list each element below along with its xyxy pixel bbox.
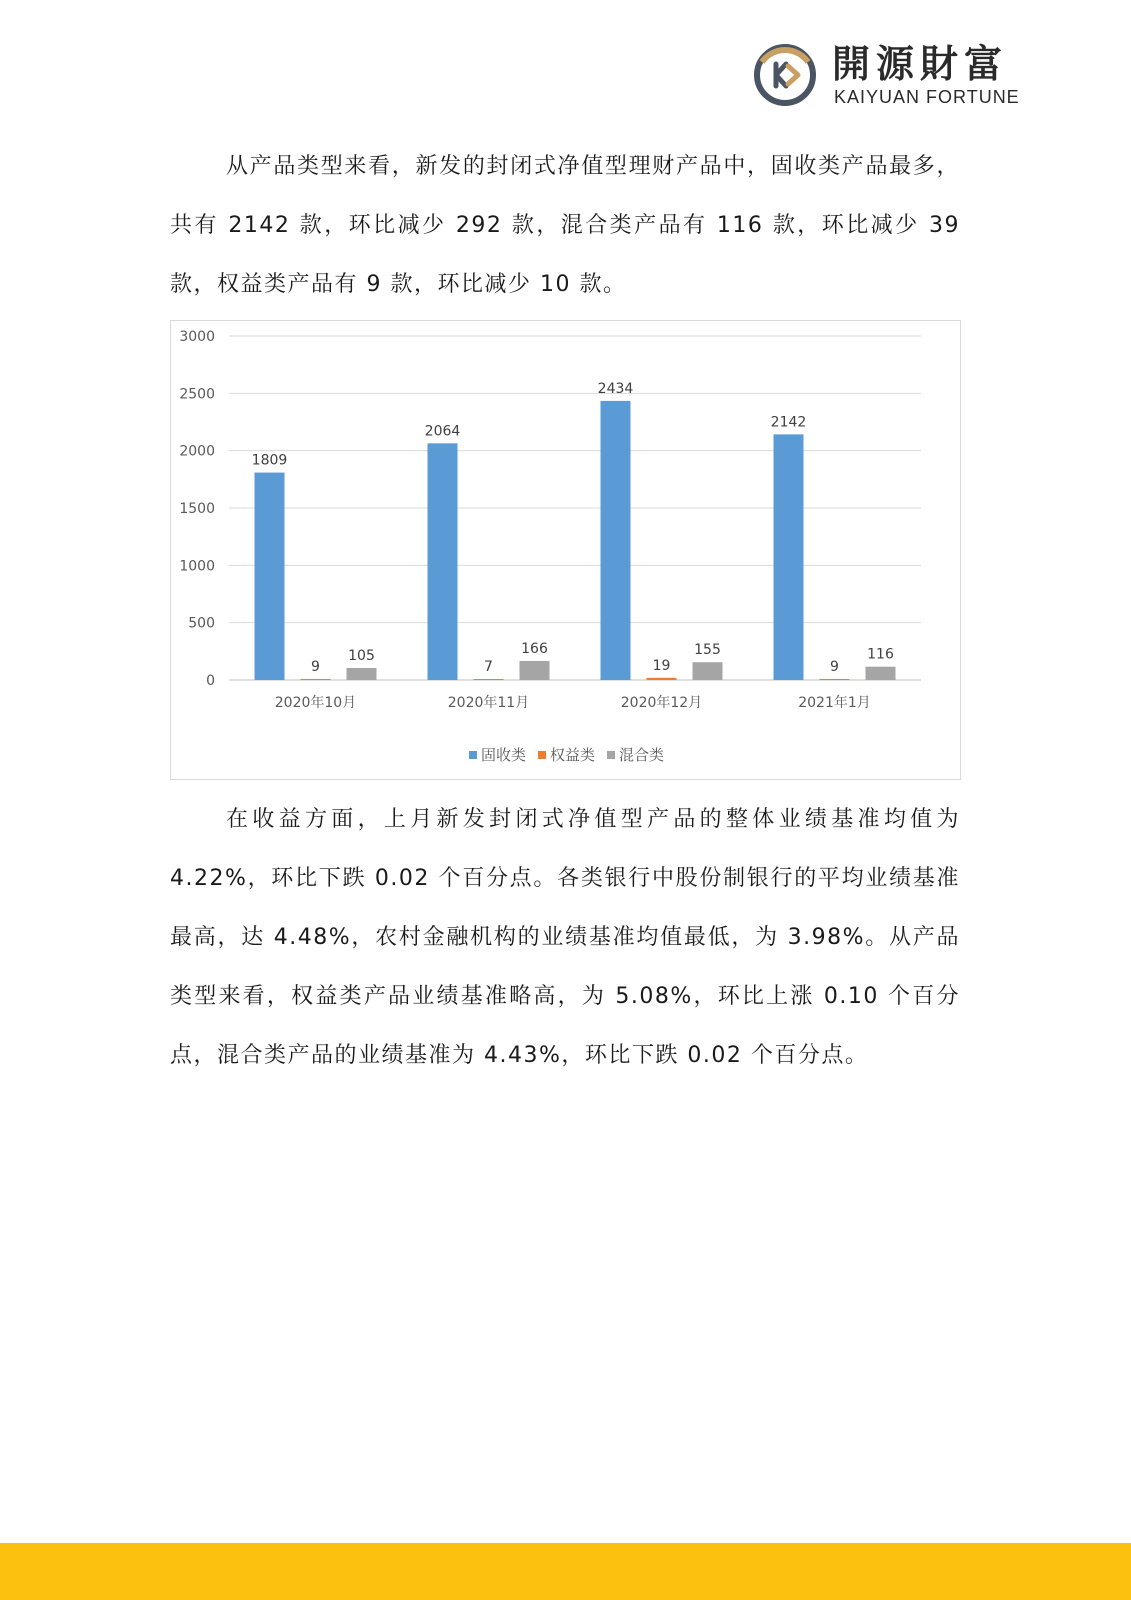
bar-chart xyxy=(170,320,961,780)
data-label: 166 xyxy=(521,640,548,657)
bar-chart-svg xyxy=(171,321,962,781)
bar-0 xyxy=(255,473,285,680)
footer-band xyxy=(0,1543,1131,1600)
legend-item xyxy=(538,744,595,765)
paragraph-product-types: 从产品类型来看，新发的封闭式净值型理财产品中，固收类产品最多，共有 2142 款，环比减少 292 款，混合类产品有 116 款，环比减少 39 款，权益类产品有 9 款，环比减少 10 款。 xyxy=(170,154,960,297)
data-label: 2434 xyxy=(597,380,634,397)
bar-2 xyxy=(347,668,377,680)
y-tick-label: 2000 xyxy=(179,443,215,460)
data-label: 116 xyxy=(867,646,894,663)
x-tick-label: 2020年11月 xyxy=(447,695,530,711)
bar-0 xyxy=(428,443,458,680)
bar-2 xyxy=(693,662,723,680)
y-tick-label: 3000 xyxy=(179,329,215,345)
bar-1 xyxy=(474,679,504,680)
data-label: 105 xyxy=(348,647,375,664)
legend-swatch xyxy=(469,751,477,759)
bar-1 xyxy=(301,679,331,680)
kaiyuan-logo-icon xyxy=(752,42,818,108)
data-label: 2064 xyxy=(424,423,461,440)
bar-2 xyxy=(520,661,550,680)
paragraph-returns: 在收益方面，上月新发封闭式净值型产品的整体业绩基准均值为 4.22%，环比下跌 0.02 个百分点。各类银行中股份制银行的平均业绩基准最高，达 4.48%，农村金融机构的业绩基准均值最低，为 3.98%。从产品类型来看，权益类产品业绩基准略高，为 5.08%，环比上涨 0.10 个百分点，混合类产品的业绩基准为 4.43%，环比下跌 0.02 个百分点。 xyxy=(170,807,960,1068)
legend-item xyxy=(469,744,526,765)
data-label: 1809 xyxy=(251,452,288,469)
y-tick-label: 1000 xyxy=(179,558,215,575)
logo-chinese-text: 開源財富 xyxy=(832,42,1009,86)
x-tick-label: 2021年1月 xyxy=(798,695,871,711)
legend-swatch xyxy=(607,751,615,759)
chart-legend xyxy=(171,744,962,765)
legend-label: 混合类 xyxy=(619,746,665,764)
data-label: 9 xyxy=(830,658,839,675)
data-label: 155 xyxy=(694,642,721,659)
x-tick-label: 2020年10月 xyxy=(274,695,357,711)
bar-1 xyxy=(647,678,677,680)
legend-label: 固收类 xyxy=(480,746,526,764)
legend-label: 权益类 xyxy=(549,746,595,764)
data-label: 9 xyxy=(311,658,320,675)
logo-english-text: KAIYUAN FORTUNE xyxy=(834,87,1020,107)
company-logo xyxy=(752,42,1052,112)
bar-2 xyxy=(866,667,896,680)
bar-1 xyxy=(820,679,850,680)
data-label: 19 xyxy=(652,657,671,674)
bar-0 xyxy=(774,434,804,680)
bar-0 xyxy=(601,401,631,680)
data-label: 7 xyxy=(484,659,493,675)
legend-item xyxy=(607,744,664,765)
data-label: 2142 xyxy=(770,414,807,431)
y-tick-label: 500 xyxy=(188,615,215,632)
y-tick-label: 2500 xyxy=(179,386,215,403)
x-tick-label: 2020年12月 xyxy=(620,695,703,711)
y-tick-label: 0 xyxy=(206,673,215,689)
legend-swatch xyxy=(538,751,546,759)
y-tick-label: 1500 xyxy=(179,501,215,517)
